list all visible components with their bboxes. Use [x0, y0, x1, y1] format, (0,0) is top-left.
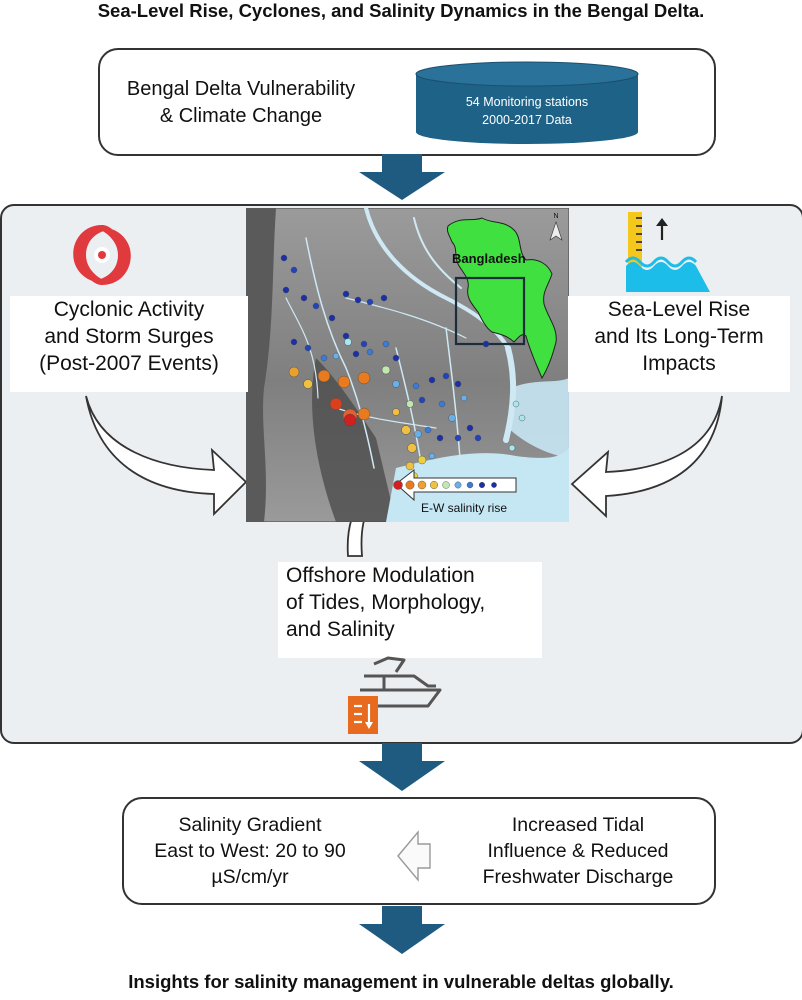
right-curved-arrow-icon	[572, 396, 722, 516]
station-dot	[367, 349, 373, 355]
station-dot	[358, 372, 370, 384]
station-dot	[439, 401, 445, 407]
database-icon	[412, 60, 642, 146]
legend-dot	[455, 482, 461, 488]
station-dot	[304, 380, 313, 389]
station-dot	[483, 341, 489, 347]
station-dot	[367, 299, 373, 305]
station-dot	[509, 445, 515, 451]
station-dot	[513, 401, 519, 407]
left-outline-arrow-icon	[396, 828, 434, 884]
tidal-line-1: Increased Tidal	[511, 814, 645, 836]
legend-dot	[491, 482, 496, 487]
station-dot	[455, 381, 461, 387]
tidal-line-2: Influence & Reduced	[487, 840, 669, 862]
station-dot	[402, 426, 411, 435]
station-dot	[338, 376, 350, 388]
legend-dot	[479, 482, 485, 488]
station-dot	[355, 297, 361, 303]
legend-dot	[394, 481, 403, 490]
station-dot	[361, 341, 367, 347]
insights-title: Insights for salinity management in vulnerable deltas globally.	[128, 971, 674, 992]
down-arrow-3-icon	[357, 906, 447, 956]
station-dot	[281, 255, 287, 261]
station-dot	[449, 415, 456, 422]
database-line-2: 2000-2017 Data	[482, 113, 572, 127]
station-dot	[358, 408, 370, 420]
salinity-line-2: East to West: 20 to 90	[154, 840, 346, 862]
station-dot	[381, 295, 387, 301]
station-dot	[301, 295, 307, 301]
station-dot	[519, 415, 525, 421]
station-dot	[291, 267, 297, 273]
station-dot	[425, 427, 431, 433]
down-arrow-1-icon	[357, 154, 447, 202]
salinity-gradient-text	[130, 812, 370, 890]
diagram-title: Sea-Level Rise, Cyclones, and Salinity Dynamics in the Bengal Delta.	[97, 0, 705, 21]
station-dot	[321, 355, 327, 361]
station-dot	[291, 339, 297, 345]
vulnerability-line-1: Bengal Delta Vulnerability	[126, 78, 356, 100]
station-dot	[344, 414, 356, 426]
station-dot	[419, 397, 425, 403]
station-dot	[443, 373, 449, 379]
ship-icon	[344, 654, 444, 738]
vulnerability-line-2: & Climate Change	[159, 105, 323, 127]
station-dot	[429, 377, 435, 383]
station-dot	[333, 353, 339, 359]
offshore-label-line-1: Offshore Modulation	[286, 564, 475, 587]
salinity-line-1: Salinity Gradient	[178, 814, 322, 836]
legend-dot	[430, 481, 438, 489]
legend-dot	[443, 482, 450, 489]
legend-dot	[418, 481, 426, 489]
offshore-label-line-2: of Tides, Morphology,	[286, 591, 486, 614]
station-dot	[305, 345, 311, 351]
cyclone-label-line-1: Cyclonic Activity	[53, 298, 205, 321]
down-arrow-2-icon	[357, 743, 447, 793]
station-dot	[329, 315, 335, 321]
sea-level-label	[568, 296, 790, 392]
offshore-label	[278, 562, 542, 658]
legend-dot	[467, 482, 473, 488]
legend-dot	[406, 481, 414, 489]
station-dot	[283, 287, 289, 293]
cyclone-label-line-2: and Storm Surges	[44, 325, 214, 348]
station-dot	[407, 401, 414, 408]
station-dot	[289, 367, 299, 377]
station-dot	[408, 444, 417, 453]
station-dot	[318, 370, 330, 382]
station-dot	[343, 291, 349, 297]
station-dot	[353, 351, 359, 357]
salinity-line-3: µS/cm/yr	[211, 866, 289, 888]
station-dot	[345, 339, 352, 346]
sea-level-label-line-3: Impacts	[642, 352, 716, 375]
station-dot	[330, 398, 342, 410]
station-dot	[418, 456, 426, 464]
north-label: N	[553, 213, 559, 220]
station-dot	[461, 395, 467, 401]
salinity-map	[246, 208, 569, 522]
station-dot	[437, 435, 443, 441]
station-dot	[343, 333, 349, 339]
cyclone-label	[10, 296, 248, 392]
station-dot	[393, 355, 399, 361]
station-dot	[475, 435, 481, 441]
station-dot	[467, 425, 473, 431]
sea-level-label-line-1: Sea-Level Rise	[607, 298, 751, 321]
station-dot	[429, 453, 435, 459]
offshore-label-line-3: and Salinity	[286, 618, 395, 641]
database-line-1: 54 Monitoring stations	[465, 95, 589, 109]
vulnerability-text	[106, 76, 376, 130]
bangladesh-label: Bangladesh	[452, 251, 526, 266]
gradient-caption: E-W salinity rise	[420, 501, 508, 515]
cyclone-label-line-3: (Post-2007 Events)	[39, 352, 219, 375]
station-dot	[382, 366, 390, 374]
sea-level-label-line-2: and Its Long-Term	[594, 325, 764, 348]
station-dot	[455, 435, 461, 441]
station-dot	[383, 341, 389, 347]
station-dot	[393, 409, 400, 416]
tidal-influence-text	[452, 812, 704, 890]
cyclone-icon	[62, 220, 142, 290]
station-dot	[415, 431, 422, 438]
sea-level-rise-icon	[614, 210, 714, 292]
station-dot	[406, 462, 414, 470]
tidal-line-3: Freshwater Discharge	[482, 866, 674, 888]
station-dot	[313, 303, 319, 309]
left-curved-arrow-icon	[86, 396, 246, 514]
station-dot	[413, 383, 419, 389]
station-dot	[393, 381, 400, 388]
